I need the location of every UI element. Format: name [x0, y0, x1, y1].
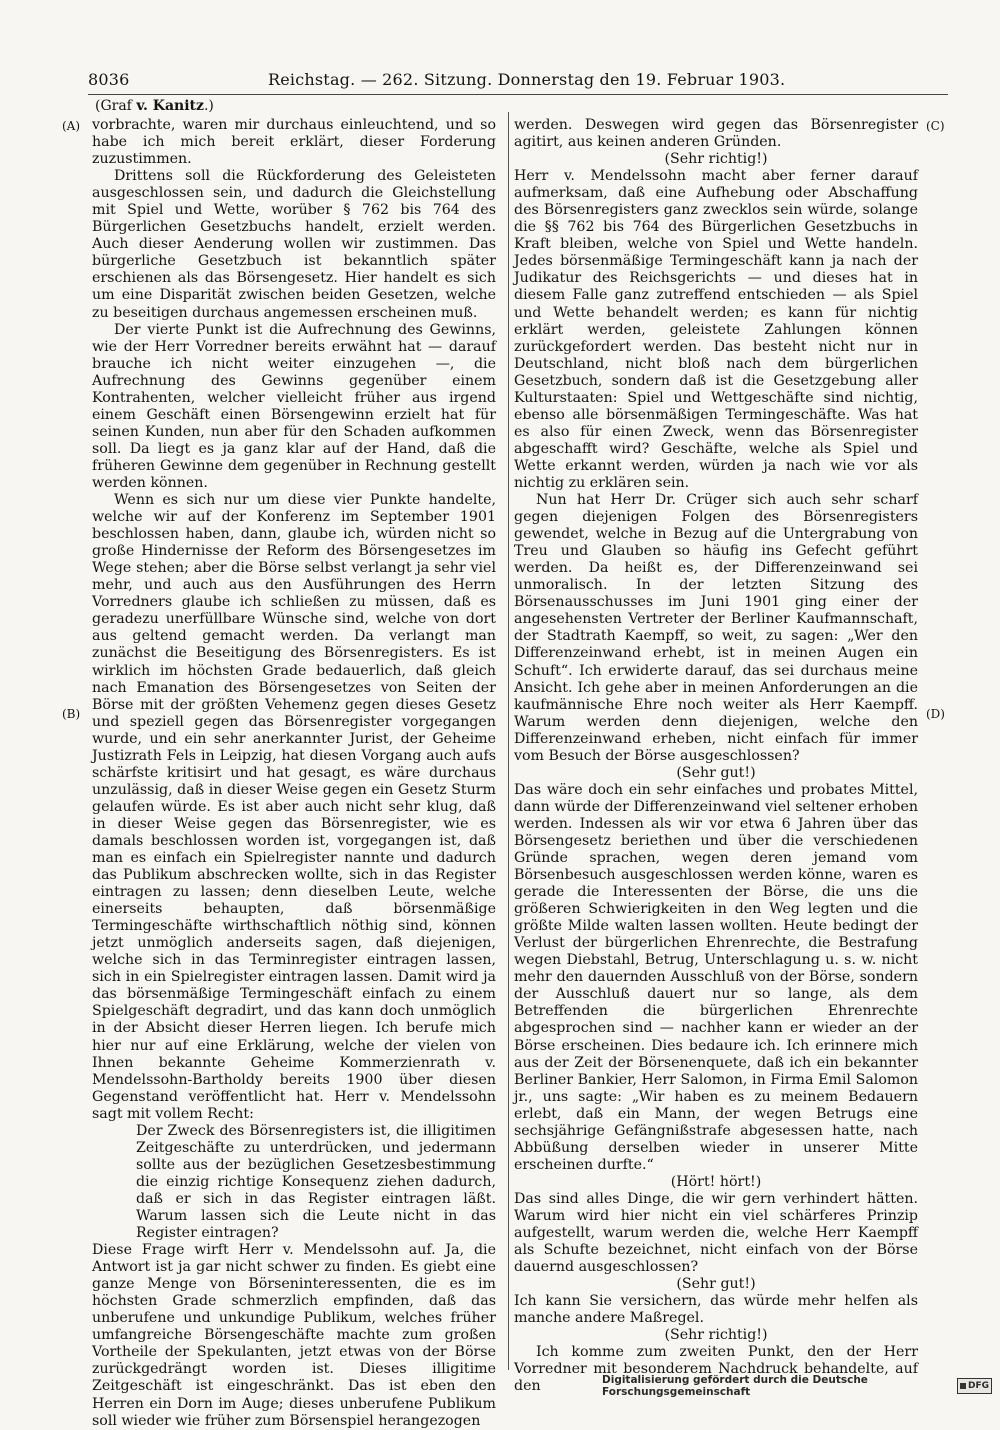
speaker-suffix: .) — [203, 98, 214, 114]
margin-marker-a: (A) — [62, 119, 81, 133]
interjection: (Sehr richtig!) — [664, 151, 768, 168]
paragraph: Der vierte Punkt ist die Aufrechnung des Gewinns, wie der Herr Vorredner bereits erwähnt hat — darauf brauche ich nicht weiter einzugehen —, die Aufrechnung des Gewinns gegenüber einem Kontrahenten, welcher vielleicht früher aus irgend einem Geschäft einen Börsengewinn erzielt hat für seinen Kunden, nun aber für den Schaden aufkommen soll. Da liegt es ja ganz klar auf der Hand, daß die früheren Gewinne dem gegenüber in Rechnung gestellt werden können. — [92, 321, 496, 491]
footer-credit — [602, 1374, 992, 1398]
speaker-prefix: (Graf — [95, 98, 137, 114]
block-quote: Der Zweck des Börsenregisters ist, die illigitimen Zeitgeschäfte zu unterdrücken, und jedermann sollte aus der bezüglichen Gesetzesbestimmung die einzig richtige Konsequenz ziehen dadurch, daß er sich in das Register eintragen läßt. Warum lassen sich die Leute nicht in das Register eintragen? — [136, 1122, 496, 1242]
header-title: Reichstag. — 262. Sitzung. Donnerstag den 19. Februar 1903. — [268, 70, 786, 89]
left-text-column — [92, 117, 496, 1430]
interjection: (Sehr richtig!) — [664, 1327, 768, 1344]
page-header — [88, 70, 948, 96]
paragraph: Wenn es sich nur um diese vier Punkte handelte, welche wir auf der Konferenz im September 1901 beschlossen haben, dann, glaube ich, würden nicht so große Hindernisse der Reform des Börsengesetzes im Wege stehen; aber die Börse selbst verlangt ja sehr viel mehr, und auch aus den Ausführungen des Herrn Vorredners glaube ich schließen zu müssen, daß es geradezu unerfüllbare Wünsche sind, welche von dort aus geltend gemacht werden. Da verlangt man zunächst die Beseitigung des Börsenregisters. Es ist wirklich im höchsten Grade bedauerlich, daß gleich nach Emanation des Börsengesetzes von Seiten der Börse mit der größten Vehemenz gegen dieses Gesetz und speziell gegen das Börsenregister vorgegangen wurde, und ein sehr anerkannter Jurist, der Geheime Justizrath Fels in Leipzig, hat diesen Vorgang auch aufs schärfste kritisirt und hat gesagt, es wäre durchaus unzulässig, daß in dieser Weise gegen ein Gesetz Sturm gelaufen würde. Es ist aber auch nicht sehr klug, daß in dieser Weise gegen das Börsenregister, wie es damals beschlossen worden ist, vorgegangen ist, daß man es einfach ein Spielregister nannte und dadurch das Publikum abschrecken wollte, sich in das Register eintragen zu lassen; denn dieselben Leute, welche einerseits behaupten, daß börsenmäßige Termingeschäfte wirthschaftlich nöthig sind, können jetzt unmöglich anderseits sagen, daß diejenigen, welche sich in das Terminregister eintragen lassen, sich in ein Spielregister eintragen lassen. Damit wird ja das börsenmäßige Termingeschäft einfach zu einem Spielgeschäft degradirt, und das kann doch unmöglich in der Absicht dieser Herren liegen. Ich berufe mich hier nur auf eine Erklärung, welche der vielen von Ihnen bekannte Geheime Kommerzienrath v. Mendelssohn-Bartholdy bereits 1900 über diesen Gegenstand veröffentlicht hat. Herr v. Mendelssohn sagt mit vollem Recht: — [92, 492, 496, 1122]
paragraph: Das wäre doch ein sehr einfaches und probates Mittel, dann würde der Differenzeinwand viel seltener erhoben werden. Indessen als wir vor etwa 6 Jahren über das Börsengesetz beriethen und über die verschiedenen Gründe sprachen, wegen deren jemand vom Börsenbesuch ausgeschlossen werden könne, waren es gerade die Interessenten der Börse, die uns die größeren Schwierigkeiten in den Weg legten und die größte Milde walten lassen wollten. Heute bedingt der Verlust der bürgerlichen Ehrenrechte, die Bestrafung wegen Diebstahl, Betrug, Unterschlagung u. s. w. nicht mehr den dauernden Ausschluß von der Börse, sondern der Ausschluß dauert nur so lange, als dem Betreffenden die bürgerlichen Ehrenrechte abgesprochen sind — nachher kann er wieder an der Börse erscheinen. Dies bedaure ich. Ich erinnere mich aus der Zeit der Börsenenquete, daß ich ein bekannter Berliner Bankier, Herr Salomon, in Firma Emil Salomon jr., uns sagte: „Wir haben es zu meinem Bedauern erlebt, daß ein Mann, der wegen Betrugs eine sechsjährige Gefängnißstrafe abgesessen hatte, nach Abbüßung derselben wieder in unserer Mitte erscheinen durfte.“ — [514, 781, 918, 1173]
column-divider — [508, 112, 509, 1370]
paragraph: Das sind alles Dinge, die wir gern verhindert hätten. Warum wird hier nicht ein viel schärferes Prinzip aufgestellt, warum werden die, welche Herr Kaempff als Schufte bezeichnet, nicht einfach von der Börse dauernd ausgeschlossen? — [514, 1190, 918, 1276]
paragraph: Drittens soll die Rückforderung des Geleisteten ausgeschlossen sein, und dadurch die Gleichstellung mit Spiel und Wette, worüber § 762 bis 764 des Bürgerlichen Gesetzbuchs handelt, erzielt werden. Auch dieser Aenderung wollen wir zustimmen. Das bürgerliche Gesetzbuch ist bekanntlich später erschienen als das Börsengesetz. Hier handelt es sich um eine Disparität zwischen beiden Gesetzen, welche zu beseitigen durchaus angemessen erscheinen muß. — [92, 168, 496, 321]
speaker-name: v. Kanitz — [136, 98, 204, 114]
dfg-logo-icon: DFG — [957, 1378, 992, 1394]
paragraph: Ich kann Sie versichern, das würde mehr helfen als manche andere Maßregel. — [514, 1293, 918, 1327]
speaker-label — [95, 98, 214, 114]
margin-marker-d: (D) — [926, 707, 945, 721]
page-number: 8036 — [88, 70, 130, 89]
paragraph: Ich komme zum zweiten Punkt, den der Herr Vorredner mit besonderem Nachdruck behandelte, auf den — [514, 1344, 918, 1395]
header-rule — [88, 94, 948, 95]
paragraph: Diese Frage wirft Herr v. Mendelssohn auf. Ja, die Antwort ist ja gar nicht schwer zu finden. Es giebt eine ganze Menge von Börseninteressenten, die es im höchsten Grade schmerzlich empfinden, daß das unberufene und unkundige Publikum, welches früher umfangreiche Börsengeschäfte machte zum großen Vortheile der Spekulanten, jetzt etwas von der Börse zurückgedrängt worden ist. Dieses illigitime Zeitgeschäft ist eingeschränkt. Das ist eben den Herren ein Dorn im Auge; dieses unberufene Publikum soll wieder wie früher zum Börsenspiel herangezogen — [92, 1242, 496, 1429]
interjection: (Hört! hört!) — [670, 1173, 762, 1190]
paragraph: vorbrachte, waren mir durchaus einleuchtend, und so habe ich mich bereit erklärt, dieser Forderung zuzustimmen. — [92, 117, 496, 168]
interjection: (Sehr gut!) — [676, 1276, 756, 1293]
margin-marker-b: (B) — [62, 707, 81, 721]
paragraph: Herr v. Mendelssohn macht aber ferner darauf aufmerksam, daß eine Aufhebung oder Abschaffung des Börsenregisters ganz zwecklos sein würde, solange die §§ 762 bis 764 des Bürgerlichen Gesetzbuchs in Kraft bleiben, welche von Spiel und Wette handeln. Jedes börsenmäßige Termingeschäft kann ja nach der Judikatur des Reichsgerichts — und dieses hat in diesem Falle ganz zutreffend entschieden — als Spiel und Wette behandelt werden; es kann für nichtig erklärt werden, geleistete Zahlungen können zurückgefordert werden. Das besteht nicht nur in Deutschland, nicht bloß nach dem bürgerlichen Gesetzbuch, sondern daß ist die Gesetzgebung aller Kulturstaaten: Spiel und Wettgeschäfte sind nichtig, ebenso alle börsenmäßigen Termingeschäfte. Was hat es also für einen Zweck, wenn das Börsenregister abgeschafft wird? Geschäfte, welche als Spiel und Wette erkannt werden, würden ja nach wie vor als nichtig zu erklären sein. — [514, 168, 918, 491]
footer-text: Digitalisierung gefördert durch die Deutsche Forschungsgemeinschaft — [602, 1374, 868, 1398]
interjection: (Sehr gut!) — [676, 764, 756, 781]
paragraph: werden. Deswegen wird gegen das Börsenregister agitirt, aus keinen anderen Gründen. — [514, 117, 918, 151]
right-text-column — [514, 117, 918, 1396]
paragraph: Nun hat Herr Dr. Crüger sich auch sehr scharf gegen diejenigen Folgen des Börsenregisters gewendet, welche in Bezug auf die Untergrabung von Treu und Glauben so häufig ins Gefecht geführt werden. Da heißt es, der Differenzeinwand sei unmoralisch. In der letzten Sitzung des Börsenausschusses im Juni 1901 ging einer der angesehensten Vertreter der Berliner Kaufmannschaft, der Stadtrath Kaempff, so weit, zu sagen: „Wer den Differenzeinwand erhebt, ist in meinen Augen ein Schuft“. Ich erwiderte darauf, das sei durchaus meine Ansicht. Ich gehe aber in meinen Anforderungen an die kaufmännische Ehre noch weiter als Herr Kaempff. Warum werden denn diejenigen, welche den Differenzeinwand erheben, nicht einfach für immer vom Besuch der Börse ausgeschlossen? — [514, 492, 918, 764]
margin-marker-c: (C) — [926, 119, 945, 133]
